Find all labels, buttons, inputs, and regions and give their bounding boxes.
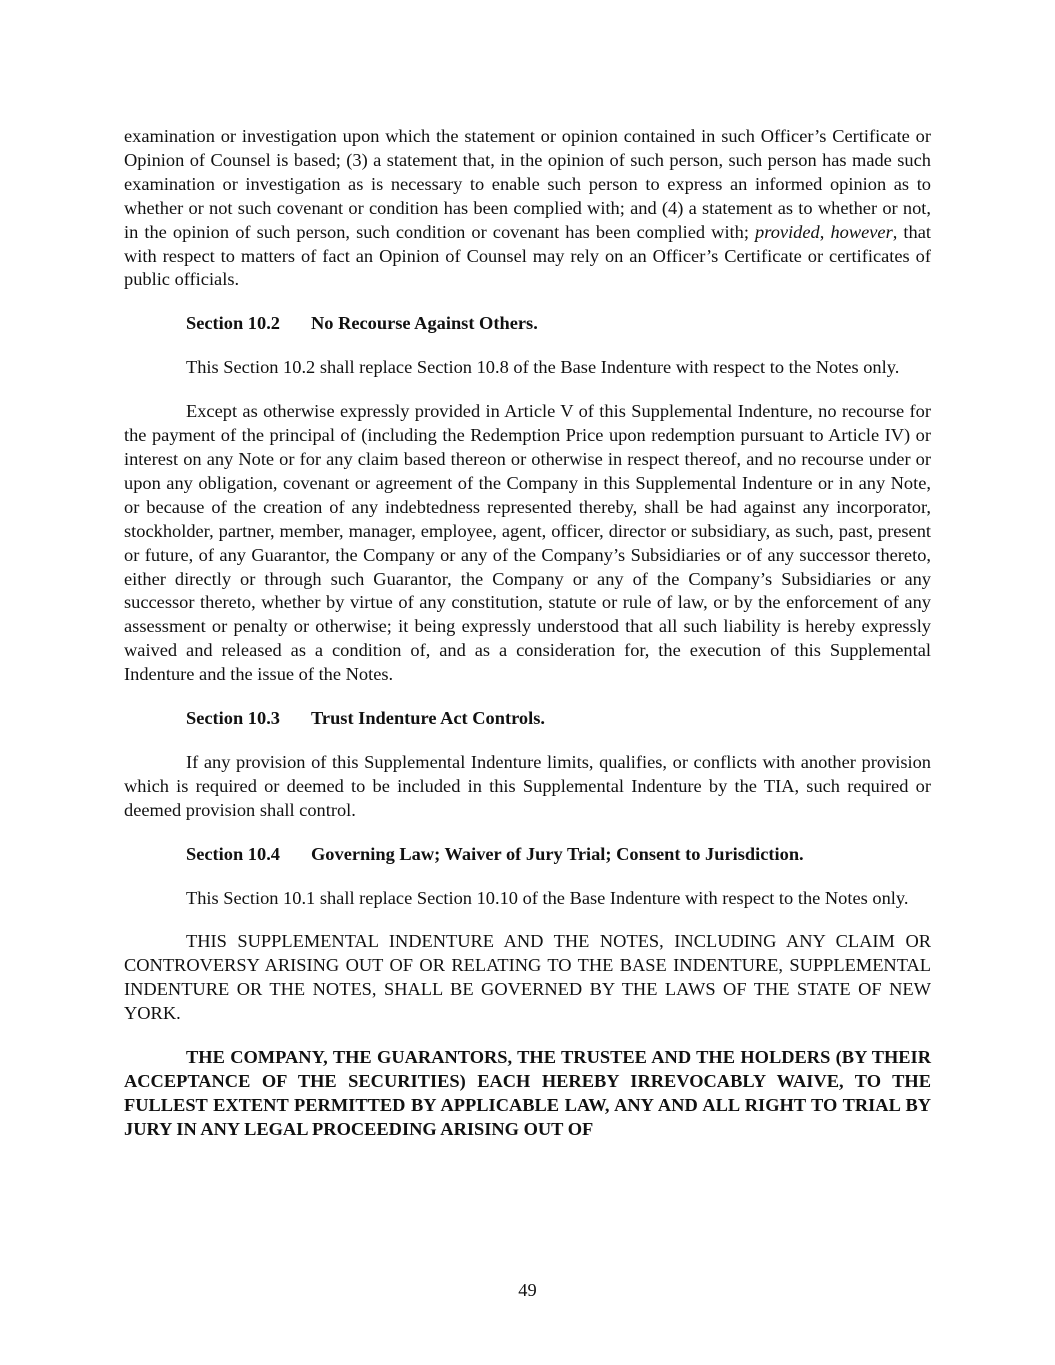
section-10-3-heading <box>124 707 931 731</box>
italic-however: however <box>830 221 893 242</box>
italic-provided: provided <box>755 221 820 242</box>
section-title: Trust Indenture Act Controls. <box>311 708 545 729</box>
section-10-4-heading <box>124 843 931 867</box>
section-title: No Recourse Against Others. <box>311 313 538 334</box>
section-10-2-heading <box>124 312 931 336</box>
intro-text: examination or investigation upon which the statement or opinion contained in such Officer’s Certificate or Opinion of Counsel is based; (3) a statement that, in the opinion of such person, such person has made such examination or investigation as is necessary to enable such person to express an informed opinion as to whether or not such covenant or condition has been complied with; and (4) a statement as to whether or not, in the opinion of such person, such condition or covenant has been complied with; <box>124 126 931 242</box>
page-body <box>124 125 931 1142</box>
section-number: Section 10.3 <box>186 708 280 729</box>
intro-comma: , <box>819 221 831 242</box>
section-10-3-paragraph-1: If any provision of this Supplemental Indenture limits, qualifies, or conflicts with another provision which is required or deemed to be included in this Supplemental Indenture by the TIA, such required or deemed provision shall control. <box>124 751 931 820</box>
intro-text-end: , that with respect to matters of fact an Opinion of Counsel may rely on an Officer’s Certificate or certificates of public officials. <box>124 221 932 290</box>
section-10-4-paragraph-3: THE COMPANY, THE GUARANTORS, THE TRUSTEE AND THE HOLDERS (BY THEIR ACCEPTANCE OF THE SECURITIES) EACH HEREBY IRREVOCABLY WAIVE, TO THE FULLEST EXTENT PERMITTED BY APPLICABLE LAW, ANY AND ALL RIGHT TO TRIAL BY JURY IN ANY LEGAL PROCEEDING ARISING OUT OF <box>124 1047 931 1139</box>
section-10-4-paragraph-2: THIS SUPPLEMENTAL INDENTURE AND THE NOTES, INCLUDING ANY CLAIM OR CONTROVERSY ARISING OUT OF OR RELATING TO THE BASE INDENTURE, SUPPLEMENTAL INDENTURE OR THE NOTES, SHALL BE GOVERNED BY THE LAWS OF THE STATE OF NEW YORK. <box>124 931 931 1024</box>
section-10-4-paragraph-1: This Section 10.1 shall replace Section 10.10 of the Base Indenture with respect to the Notes only. <box>186 887 909 908</box>
page-number: 49 <box>518 1280 537 1300</box>
section-number: Section 10.2 <box>186 313 280 334</box>
section-title: Governing Law; Waiver of Jury Trial; Consent to Jurisdiction. <box>311 843 804 864</box>
section-10-2-paragraph-1: This Section 10.2 shall replace Section 10.8 of the Base Indenture with respect to the Notes only. <box>186 357 900 378</box>
section-number: Section 10.4 <box>186 843 280 864</box>
section-10-2-paragraph-2: Except as otherwise expressly provided in Article V of this Supplemental Indenture, no recourse for the payment of the principal of (including the Redemption Price upon redemption pursuant to Article IV) or interest on any Note or for any claim based thereon or otherwise in respect thereof, and no recourse under or upon any obligation, covenant or agreement of the Company in this Supplemental Indenture or in any Note, or because of the creation of any indebtedness represented thereby, shall be had against any incorporator, stockholder, partner, member, manager, employee, agent, officer, director or subsidiary, as such, past, present or future, of any Guarantor, the Company or any of the Company’s Subsidiaries or of any successor thereto, either directly or through such Guarantor, the Company or any of the Company’s Subsidiaries or any successor thereto, whether by virtue of any constitution, statute or rule of law, or by the enforcement of any assessment or penalty or otherwise; it being expressly understood that all such liability is hereby expressly waived and released as a condition of, and as a consideration for, the execution of this Supplemental Indenture and the issue of the Notes. <box>124 401 931 685</box>
intro-paragraph <box>124 125 931 292</box>
